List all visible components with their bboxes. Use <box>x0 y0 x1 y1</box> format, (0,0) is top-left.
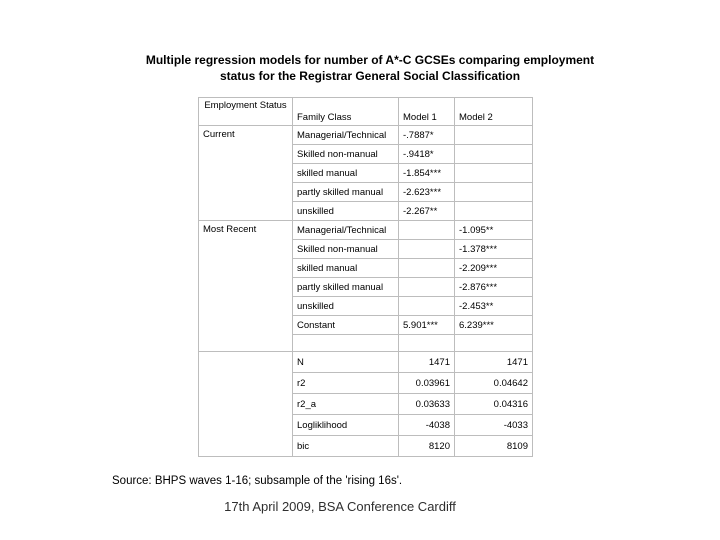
header-model-1: Model 1 <box>399 98 455 126</box>
row-label: skilled manual <box>293 259 399 278</box>
row-label: Constant <box>293 316 399 335</box>
model1-cell: -2.623*** <box>399 183 455 202</box>
title-line-2: status for the Registrar General Social Classification <box>219 69 521 83</box>
model2-cell <box>455 183 533 202</box>
model1-cell: 0.03633 <box>399 394 455 415</box>
model2-cell: 1471 <box>455 352 533 373</box>
model2-cell: 0.04316 <box>455 394 533 415</box>
row-label: partly skilled manual <box>293 278 399 297</box>
model1-cell: -.7887* <box>399 126 455 145</box>
header-row <box>199 98 533 126</box>
model2-cell: -1.095** <box>455 221 533 240</box>
model2-cell <box>455 145 533 164</box>
model1-cell: -.9418* <box>399 145 455 164</box>
source-note: Source: BHPS waves 1-16; subsample of the 'rising 16s'. <box>112 475 403 487</box>
model2-cell: -2.453** <box>455 297 533 316</box>
model2-cell <box>455 202 533 221</box>
row-label: r2 <box>293 373 399 394</box>
row-label: Logliklihood <box>293 415 399 436</box>
row-label: Skilled non-manual <box>293 240 399 259</box>
group-label-most-recent: Most Recent <box>199 221 293 352</box>
table-row <box>199 126 533 145</box>
model1-cell: 8120 <box>399 436 455 457</box>
model1-cell: -2.267** <box>399 202 455 221</box>
row-label: partly skilled manual <box>293 183 399 202</box>
footer-text: 17th April 2009, BSA Conference Cardiff <box>224 499 456 514</box>
model1-cell <box>399 297 455 316</box>
row-label: unskilled <box>293 202 399 221</box>
model2-cell: -1.378*** <box>455 240 533 259</box>
regression-table <box>198 97 533 457</box>
model1-cell: 5.901*** <box>399 316 455 335</box>
model1-cell: -1.854*** <box>399 164 455 183</box>
model1-cell <box>399 240 455 259</box>
row-label: skilled manual <box>293 164 399 183</box>
model2-cell <box>455 126 533 145</box>
model2-cell: 0.04642 <box>455 373 533 394</box>
model2-cell: 8109 <box>455 436 533 457</box>
table-title <box>110 52 630 84</box>
model2-cell: -2.876*** <box>455 278 533 297</box>
row-label: unskilled <box>293 297 399 316</box>
model1-cell <box>399 259 455 278</box>
row-label: N <box>293 352 399 373</box>
model1-cell: -4038 <box>399 415 455 436</box>
model2-cell: -4033 <box>455 415 533 436</box>
model2-cell <box>455 164 533 183</box>
row-label: Skilled non-manual <box>293 145 399 164</box>
model2-cell: -2.209*** <box>455 259 533 278</box>
group-label-current: Current <box>199 126 293 221</box>
row-label: Managerial/Technical <box>293 126 399 145</box>
table-row-stat <box>199 352 533 373</box>
model1-cell: 1471 <box>399 352 455 373</box>
row-label: Managerial/Technical <box>293 221 399 240</box>
model1-cell: 0.03961 <box>399 373 455 394</box>
model1-cell <box>399 278 455 297</box>
stats-group-cell <box>199 352 293 457</box>
model2-cell: 6.239*** <box>455 316 533 335</box>
table-row <box>199 221 533 240</box>
header-employment-status: Employment Status <box>199 98 293 126</box>
model1-cell <box>399 221 455 240</box>
title-line-1: Multiple regression models for number of A*-C GCSEs comparing employment <box>145 53 595 67</box>
row-label: bic <box>293 436 399 457</box>
header-family-class: Family Class <box>293 98 399 126</box>
row-label: r2_a <box>293 394 399 415</box>
header-model-2: Model 2 <box>455 98 533 126</box>
